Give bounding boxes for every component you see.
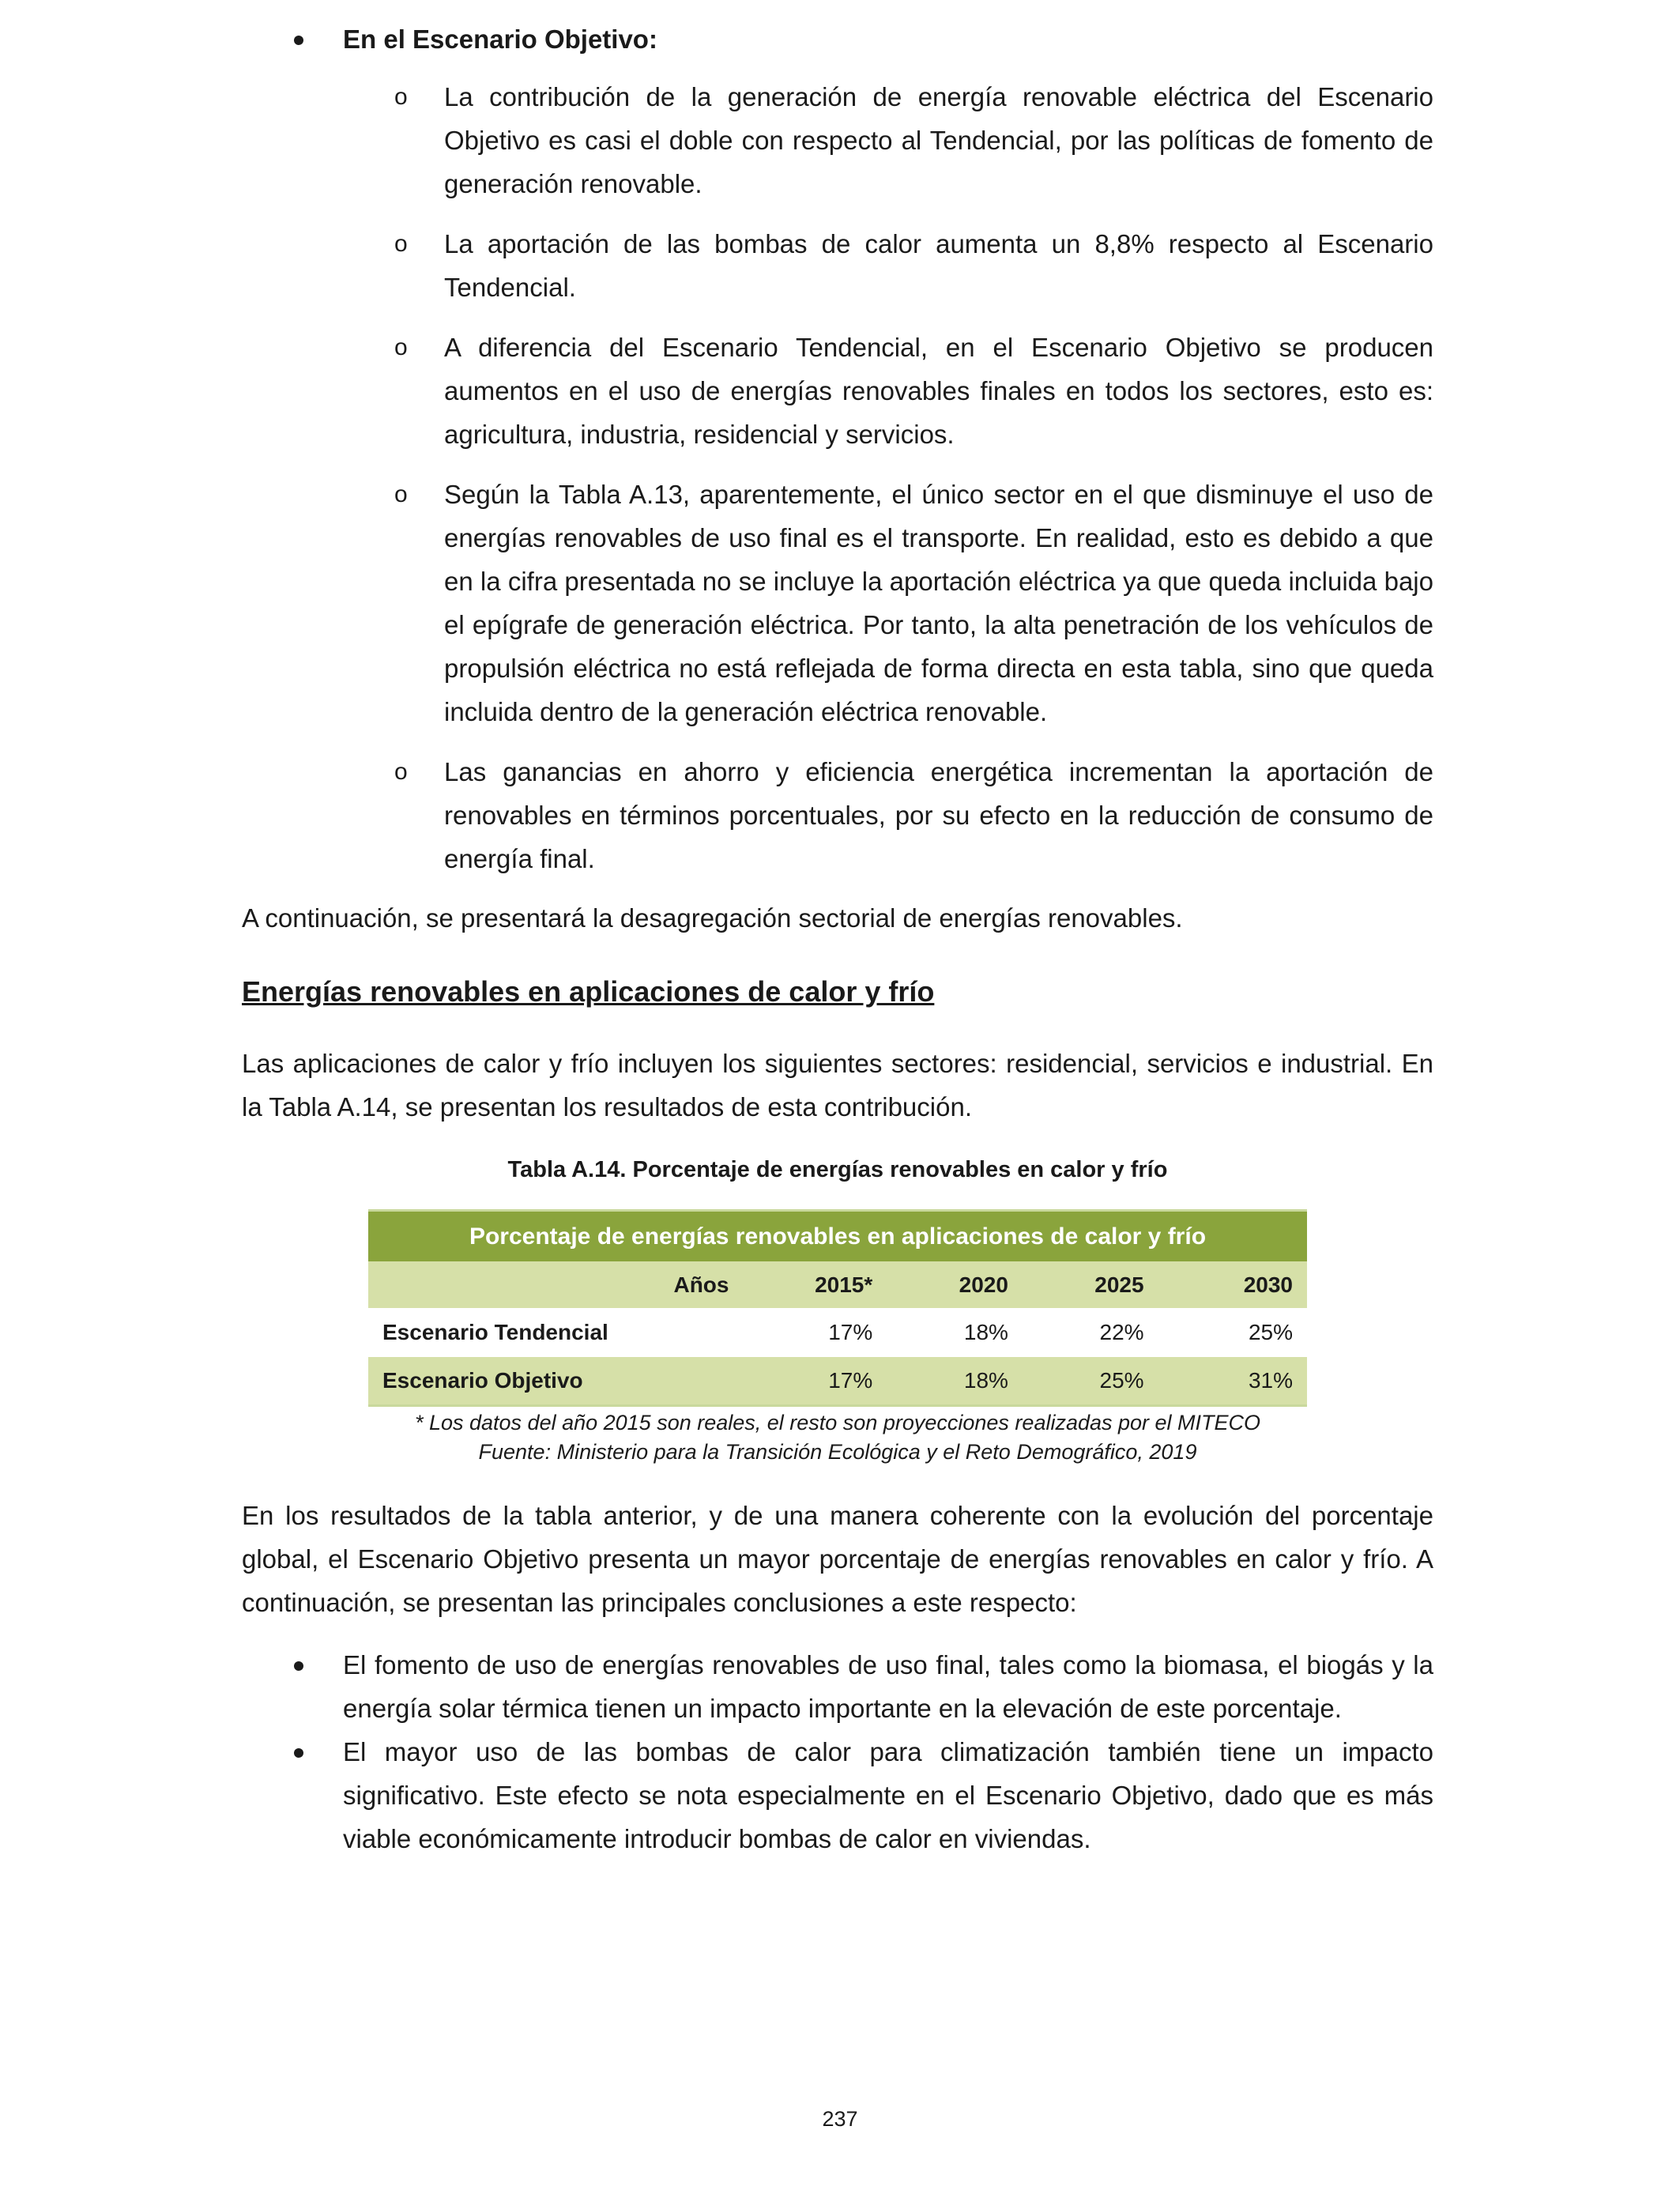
page-number: 237: [822, 2107, 858, 2131]
table-row: [368, 1308, 1307, 1357]
year-header: 2025: [1023, 1261, 1158, 1308]
years-label: Años: [578, 1261, 743, 1308]
table-cell: 17%: [743, 1308, 887, 1357]
sub-bullet-item: [242, 750, 1433, 880]
renewables-table: [368, 1209, 1307, 1407]
table-cell: 17%: [743, 1357, 887, 1406]
sub-bullet-item: [242, 326, 1433, 456]
table-note: * Los datos del año 2015 son reales, el resto son proyecciones realizadas por el MITECO: [414, 1411, 1261, 1434]
paragraph-intro: Las aplicaciones de calor y frío incluyen los siguientes sectores: residencial, servicios e industrial. En la Tabla A.14, se presentan los resultados de esta contribución.: [242, 1049, 1433, 1122]
table-cell: 22%: [1023, 1308, 1158, 1357]
table-cell: 18%: [887, 1308, 1023, 1357]
sub-bullet-item: [242, 75, 1433, 205]
sub-bullet-item: [242, 473, 1433, 733]
bullet-text: El mayor uso de las bombas de calor para climatización también tiene un impacto significativo. Este efecto se nota especialmente en el Escenario Objetivo, dado que es más viable económicamente introducir bombas de calor en viviendas.: [343, 1737, 1433, 1853]
table-row: [368, 1357, 1307, 1406]
sub-bullet-text: La contribución de la generación de energía renovable eléctrica del Escenario Objetivo es casi el doble con respecto al Tendencial, por las políticas de fomento de generación renovable.: [444, 82, 1433, 198]
year-header: 2015*: [743, 1261, 887, 1308]
sub-bullet-text: Según la Tabla A.13, aparentemente, el único sector en el que disminuye el uso de energías renovables de uso final es el transporte. En realidad, esto es debido a que en la cifra presentada no se incluye la aportación eléctrica ya que queda incluida bajo el epígrafe de generación eléctrica. Por tanto, la alta penetración de los vehículos de propulsión eléctrica no está reflejada de forma directa en esta tabla, sino que queda incluida dentro de la generación eléctrica renovable.: [444, 480, 1433, 726]
page-content: [242, 17, 1433, 1860]
table-cell: 25%: [1158, 1308, 1307, 1357]
sub-bullet-item: [242, 222, 1433, 309]
table-banner: Porcentaje de energías renovables en aplicaciones de calor y frío: [368, 1211, 1307, 1262]
circle-bullet-icon: o: [394, 759, 408, 785]
table-cell: 18%: [887, 1357, 1023, 1406]
circle-bullet-icon: o: [394, 481, 408, 507]
year-header: 2030: [1158, 1261, 1307, 1308]
bullet-text: El fomento de uso de energías renovables de uso final, tales como la biomasa, el biogás y la energía solar térmica tienen un impacto importante en la elevación de este porcentaje.: [343, 1650, 1433, 1723]
circle-bullet-icon: o: [394, 84, 408, 110]
bullet-escenario-objetivo: [242, 17, 1433, 61]
section-title: Energías renovables en aplicaciones de calor y frío: [242, 975, 935, 1008]
sub-bullet-text: Las ganancias en ahorro y eficiencia energética incrementan la aportación de renovables en términos porcentuales, por su efecto en la reducción de consumo de energía final.: [444, 757, 1433, 873]
year-header: 2020: [887, 1261, 1023, 1308]
bullet-dot-icon: [294, 36, 303, 45]
paragraph-continuacion: A continuación, se presentará la desagregación sectorial de energías renovables.: [242, 903, 1183, 933]
table-caption: Tabla A.14. Porcentaje de energías renovables en calor y frío: [507, 1157, 1168, 1182]
paragraph-resultados: En los resultados de la tabla anterior, y de una manera coherente con la evolución del porcentaje global, el Escenario Objetivo presenta un mayor porcentaje de energías renovables en calor y frío. A continuación, se presentan las principales conclusiones a este respecto:: [242, 1501, 1433, 1617]
bullet-dot-icon: [294, 1661, 303, 1671]
bullet-heading: En el Escenario Objetivo:: [343, 25, 657, 54]
row-label: Escenario Tendencial: [368, 1308, 743, 1357]
table-header-row: [368, 1261, 1307, 1308]
circle-bullet-icon: o: [394, 231, 408, 257]
sub-bullet-text: A diferencia del Escenario Tendencial, en el Escenario Objetivo se producen aumentos en el uso de energías renovables finales en todos los sectores, esto es: agricultura, industria, residencial y servicios.: [444, 333, 1433, 449]
row-label: Escenario Objetivo: [368, 1357, 743, 1406]
sub-bullet-text: La aportación de las bombas de calor aumenta un 8,8% respecto al Escenario Tendencial.: [444, 229, 1433, 302]
table-cell: 31%: [1158, 1357, 1307, 1406]
table-source: Fuente: Ministerio para la Transición Ecológica y el Reto Demográfico, 2019: [478, 1440, 1197, 1464]
table-cell: 25%: [1023, 1357, 1158, 1406]
circle-bullet-icon: o: [394, 334, 408, 360]
bullet-dot-icon: [294, 1748, 303, 1758]
bullet-conclusion: [242, 1730, 1433, 1860]
bullet-conclusion: [242, 1643, 1433, 1730]
